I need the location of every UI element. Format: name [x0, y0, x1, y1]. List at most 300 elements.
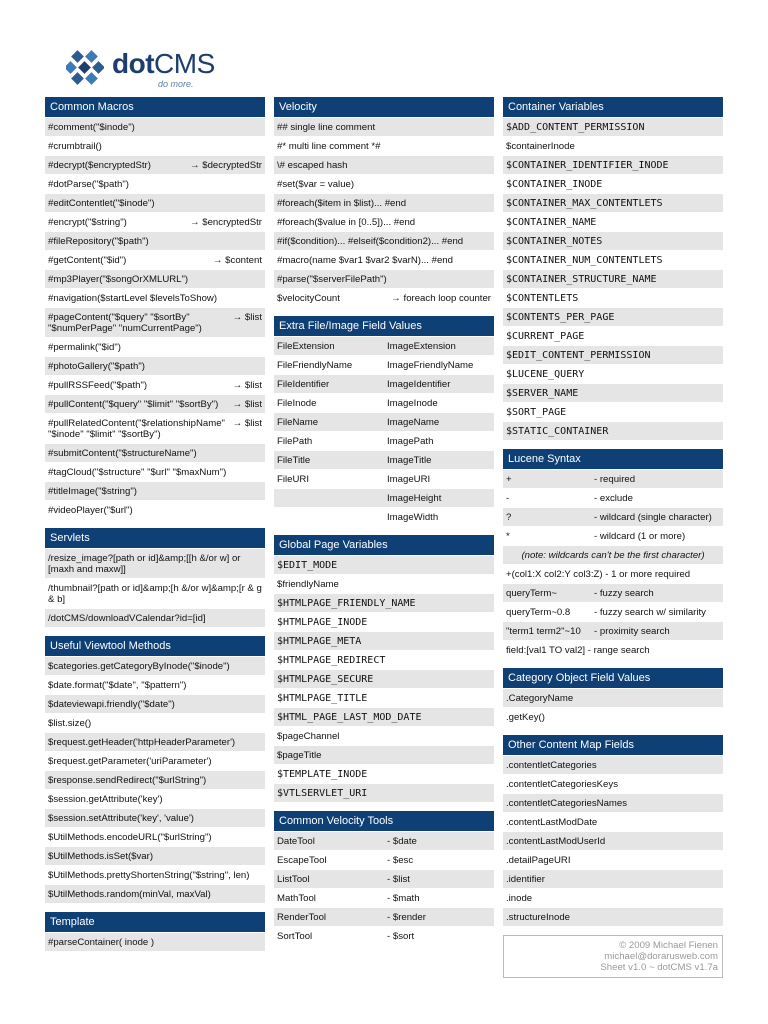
list-item	[503, 889, 723, 908]
item-key: FilePath	[277, 436, 313, 447]
footer-line2: michael@dorarusweb.com	[604, 951, 718, 962]
item-text: #set($var = value)	[277, 179, 355, 190]
list-item	[45, 885, 265, 904]
item-value: ImageInode	[387, 398, 438, 409]
item-text: #navigation($startLevel $levelsToShow)	[48, 293, 218, 304]
list-item	[503, 270, 723, 289]
list-item	[503, 346, 723, 365]
list-item	[45, 714, 265, 733]
item-text: $EDIT_MODE	[277, 560, 338, 571]
list-item	[45, 137, 265, 156]
section-header: Template	[45, 912, 265, 932]
list-item	[503, 813, 723, 832]
section-container-variables	[503, 97, 723, 441]
list-item	[503, 470, 723, 489]
item-return: → $content	[212, 255, 262, 266]
item-text: #titleImage("$string")	[48, 486, 137, 497]
section-header: Useful Viewtool Methods	[45, 636, 265, 656]
section-other-content-map-fields	[503, 735, 723, 927]
item-key: DateTool	[277, 836, 315, 847]
list-item	[274, 137, 494, 156]
list-item	[274, 765, 494, 784]
item-text: $EDIT_CONTENT_PERMISSION	[506, 350, 651, 361]
list-item	[45, 828, 265, 847]
item-value: - range search	[587, 645, 650, 656]
section-global-page-variables	[274, 535, 494, 803]
list-item	[503, 708, 723, 727]
item-text: .detailPageURI	[506, 855, 571, 866]
item-text: $request.getParameter('uriParameter')	[48, 756, 212, 767]
item-value: - $esc	[387, 855, 414, 866]
list-item	[274, 356, 494, 375]
item-text: #tagCloud("$structure" "$url" "$maxNum")	[48, 467, 227, 478]
item-text: $UtilMethods.isSet($var)	[48, 851, 154, 862]
list-item	[503, 756, 723, 775]
item-key: FileTitle	[277, 455, 311, 466]
section-common-velocity-tools	[274, 811, 494, 946]
list-item	[274, 727, 494, 746]
item-text: $CONTAINER_MAX_CONTENTLETS	[506, 198, 663, 209]
item-value: - $math	[387, 893, 420, 904]
list-item	[45, 194, 265, 213]
item-text: $pageTitle	[277, 750, 322, 761]
item-key: field:[val1 TO val2]	[506, 645, 586, 656]
list-item	[45, 270, 265, 289]
item-text: $HTMLPAGE_INODE	[277, 617, 368, 628]
item-return: → $decryptedStr	[190, 160, 262, 171]
item-text: ## single line comment	[277, 122, 376, 133]
item-text: $UtilMethods.prettyShortenString("$string", len)	[48, 870, 250, 881]
item-text: #permalink("$id")	[48, 342, 121, 353]
item-text: #pullRSSFeed("$path")	[48, 380, 148, 391]
section-body	[503, 118, 723, 441]
list-item	[45, 933, 265, 952]
item-text: $HTMLPAGE_SECURE	[277, 674, 374, 685]
item-text: .contentletCategoriesNames	[506, 798, 628, 809]
item-text: /resize_image?[path or id]&amp;[[h &/or w] or [maxh and maxw]]	[48, 553, 241, 575]
list-item	[274, 651, 494, 670]
item-key: EscapeTool	[277, 855, 327, 866]
section-body	[45, 657, 265, 904]
item-key: ?	[506, 512, 512, 523]
list-item	[45, 482, 265, 501]
item-text: /thumbnail?[path or id]&amp;[h &/or w]&amp;[r & g & b]	[48, 583, 262, 605]
item-text: #getContent("$id")	[48, 255, 127, 266]
item-text: #editContentlet("$inode")	[48, 198, 155, 209]
item-key: +	[506, 474, 512, 485]
section-category-object-field-values	[503, 668, 723, 727]
item-text: /dotCMS/downloadVCalendar?id=[id]	[48, 613, 206, 624]
item-text: #parseContainer( inode )	[48, 937, 155, 948]
item-text: #foreach($item in $list)... #end	[277, 198, 407, 209]
list-item	[274, 784, 494, 803]
list-item	[45, 657, 265, 676]
list-item	[503, 546, 723, 565]
item-text: $VTLSERVLET_URI	[277, 788, 368, 799]
list-item	[45, 549, 265, 579]
footer-line1: © 2009 Michael Fienen	[619, 940, 718, 951]
list-item	[45, 790, 265, 809]
item-text: $ADD_CONTENT_PERMISSION	[506, 122, 645, 133]
item-value: ImageName	[387, 417, 440, 428]
list-item	[503, 251, 723, 270]
list-item	[503, 403, 723, 422]
section-body	[503, 756, 723, 927]
item-text: .identifier	[506, 874, 545, 885]
list-item	[274, 575, 494, 594]
item-text: $session.setAttribute('key', 'value')	[48, 813, 194, 824]
list-item	[45, 501, 265, 520]
item-text: $CONTAINER_NOTES	[506, 236, 603, 247]
section-header: Other Content Map Fields	[503, 735, 723, 755]
item-value: - proximity search	[594, 626, 670, 637]
list-item	[274, 251, 494, 270]
item-key: FileURI	[277, 474, 309, 485]
item-value: - $list	[387, 874, 410, 885]
column-middle	[274, 97, 494, 954]
item-text: $CONTAINER_INODE	[506, 179, 603, 190]
list-item	[503, 508, 723, 527]
item-note: (note: wildcards can't be the first character)	[521, 550, 705, 561]
list-item	[274, 851, 494, 870]
list-item	[274, 489, 494, 508]
section-header: Velocity	[274, 97, 494, 117]
list-item	[274, 908, 494, 927]
item-text: .CategoryName	[506, 693, 574, 704]
list-item	[45, 414, 265, 444]
section-body	[274, 118, 494, 308]
item-text: $CONTAINER_IDENTIFIER_INODE	[506, 160, 669, 171]
section-header: Common Velocity Tools	[274, 811, 494, 831]
list-item	[274, 594, 494, 613]
dotcms-logo	[66, 47, 215, 93]
list-item	[45, 357, 265, 376]
logo-wordmark: dotCMS	[112, 48, 215, 79]
item-return: → $encryptedStr	[190, 217, 262, 228]
item-text: $CURRENT_PAGE	[506, 331, 585, 342]
item-text: #videoPlayer("$url")	[48, 505, 133, 516]
list-item	[503, 156, 723, 175]
section-useful-viewtool-methods	[45, 636, 265, 904]
list-item	[274, 670, 494, 689]
item-key: ListTool	[277, 874, 310, 885]
list-item	[274, 337, 494, 356]
section-header: Global Page Variables	[274, 535, 494, 555]
list-item	[45, 289, 265, 308]
list-item	[45, 609, 265, 628]
item-text: $HTMLPAGE_REDIRECT	[277, 655, 386, 666]
list-item	[503, 327, 723, 346]
dotcms-logo-icon	[66, 49, 104, 87]
item-value: - fuzzy search	[594, 588, 654, 599]
item-text: $session.getAttribute('key')	[48, 794, 163, 805]
list-item	[503, 689, 723, 708]
list-item	[45, 395, 265, 414]
item-text: $CONTENTLETS	[506, 293, 579, 304]
item-key: queryTerm~0.8	[506, 607, 571, 618]
item-key: FileInode	[277, 398, 317, 409]
item-value: - $date	[387, 836, 417, 847]
list-item	[45, 175, 265, 194]
list-item	[274, 156, 494, 175]
list-item	[45, 676, 265, 695]
section-lucene-syntax	[503, 449, 723, 660]
item-text: $response.sendRedirect("$urlString")	[48, 775, 207, 786]
logo-tagline: do more.	[158, 79, 194, 89]
section-body	[274, 556, 494, 803]
list-item	[503, 641, 723, 660]
item-text: $STATIC_CONTAINER	[506, 426, 609, 437]
item-text: #crumbtrail()	[48, 141, 102, 152]
section-body	[503, 689, 723, 727]
list-item	[503, 851, 723, 870]
list-item	[503, 527, 723, 546]
column-right	[503, 97, 723, 978]
item-value: ImageURI	[387, 474, 431, 485]
section-body	[274, 832, 494, 946]
item-text: .contentletCategoriesKeys	[506, 779, 618, 790]
section-body	[274, 337, 494, 527]
item-value: - wildcard (1 or more)	[594, 531, 686, 542]
section-extra-file-image-field-values	[274, 316, 494, 527]
item-text: .contentLastModUserId	[506, 836, 606, 847]
list-item	[45, 847, 265, 866]
footer-line3: Sheet v1.0 ~ dotCMS v1.7a	[600, 962, 718, 973]
list-item	[45, 771, 265, 790]
item-text: $HTMLPAGE_TITLE	[277, 693, 368, 704]
item-value: - $sort	[387, 931, 415, 942]
item-text: $LUCENE_QUERY	[506, 369, 585, 380]
list-item	[274, 232, 494, 251]
list-item	[503, 213, 723, 232]
list-item	[45, 118, 265, 137]
list-item	[45, 376, 265, 395]
item-value: ImageExtension	[387, 341, 456, 352]
item-text: $categories.getCategoryByInode("$inode")	[48, 661, 230, 672]
item-text: $velocityCount	[277, 293, 340, 304]
item-text: $containerInode	[506, 141, 575, 152]
item-text: #mp3Player("$songOrXMLURL")	[48, 274, 189, 285]
item-text: #if($condition)... #elseif($condition2)... #end	[277, 236, 464, 247]
list-item	[45, 338, 265, 357]
item-value: - fuzzy search w/ similarity	[594, 607, 706, 618]
list-item	[45, 308, 265, 338]
item-text: #* multi line comment *#	[277, 141, 381, 152]
list-item	[45, 695, 265, 714]
list-item	[503, 289, 723, 308]
item-value: - exclude	[594, 493, 633, 504]
list-item	[274, 508, 494, 527]
item-value: ImageFriendlyName	[387, 360, 474, 371]
item-key: -	[506, 493, 510, 504]
item-text: .contentLastModDate	[506, 817, 598, 828]
item-key: "term1 term2"~10	[506, 626, 581, 637]
list-item	[45, 232, 265, 251]
item-text: $friendlyName	[277, 579, 339, 590]
list-item	[274, 432, 494, 451]
item-return: → $list	[232, 399, 262, 410]
list-item	[274, 832, 494, 851]
item-value: - required	[594, 474, 636, 485]
item-value: - $render	[387, 912, 426, 923]
list-item	[45, 733, 265, 752]
item-text: #macro(name $var1 $var2 $varN)... #end	[277, 255, 453, 266]
list-item	[503, 832, 723, 851]
item-text: #submitContent("$structureName")	[48, 448, 197, 459]
footer-credits	[503, 935, 723, 978]
item-text: $HTMLPAGE_FRIENDLY_NAME	[277, 598, 416, 609]
item-text: #pullContent("$query" "$limit" "$sortBy")	[48, 399, 219, 410]
list-item	[45, 156, 265, 175]
list-item	[274, 632, 494, 651]
item-text: $SERVER_NAME	[506, 388, 579, 399]
item-value: ImagePath	[387, 436, 434, 447]
list-item	[503, 194, 723, 213]
list-item	[274, 708, 494, 727]
list-item	[503, 908, 723, 927]
item-text: .inode	[506, 893, 533, 904]
item-key: MathTool	[277, 893, 316, 904]
list-item	[503, 794, 723, 813]
item-key: RenderTool	[277, 912, 327, 923]
list-item	[503, 118, 723, 137]
item-key: +(col1:X col2:Y col3:Z)	[506, 569, 603, 580]
item-value: ImageHeight	[387, 493, 442, 504]
column-left	[45, 97, 265, 960]
section-template	[45, 912, 265, 952]
item-text: .contentletCategories	[506, 760, 597, 771]
list-item	[45, 752, 265, 771]
list-item	[274, 470, 494, 489]
item-text: $UtilMethods.random(minVal, maxVal)	[48, 889, 211, 900]
item-value: - wildcard (single character)	[594, 512, 712, 523]
list-item	[45, 213, 265, 232]
list-item	[45, 463, 265, 482]
list-item	[503, 232, 723, 251]
item-key: queryTerm~	[506, 588, 557, 599]
item-text: $UtilMethods.encodeURL("$urlString")	[48, 832, 212, 843]
item-value: ImageIdentifier	[387, 379, 451, 390]
item-text: #comment("$inode")	[48, 122, 135, 133]
list-item	[274, 613, 494, 632]
item-value: ImageWidth	[387, 512, 439, 523]
list-item	[503, 137, 723, 156]
section-header: Container Variables	[503, 97, 723, 117]
item-text: $date.format("$date", "$pattern")	[48, 680, 187, 691]
item-text: #pullRelatedContent("$relationshipName" "$inode" "$limit" "$sortBy")	[48, 418, 225, 440]
item-return: → $list	[232, 312, 262, 323]
item-text: $request.getHeader('httpHeaderParameter')	[48, 737, 236, 748]
item-text: #decrypt($encryptedStr)	[48, 160, 151, 171]
item-text: $CONTENTS_PER_PAGE	[506, 312, 615, 323]
section-header: Common Macros	[45, 97, 265, 117]
section-header: Extra File/Image Field Values	[274, 316, 494, 336]
list-item	[503, 365, 723, 384]
list-item	[45, 579, 265, 609]
item-text: #pageContent("$query" "$sortBy" "$numPerPage" "numCurrentPage")	[48, 312, 202, 334]
item-key: FileIdentifier	[277, 379, 330, 390]
item-text: #photoGallery("$path")	[48, 361, 145, 372]
item-text: #dotParse("$path")	[48, 179, 129, 190]
section-common-macros	[45, 97, 265, 520]
list-item	[274, 394, 494, 413]
section-servlets	[45, 528, 265, 628]
item-text: $CONTAINER_STRUCTURE_NAME	[506, 274, 657, 285]
list-item	[503, 489, 723, 508]
list-item	[503, 308, 723, 327]
section-body	[503, 470, 723, 660]
list-item	[45, 809, 265, 828]
list-item	[45, 251, 265, 270]
item-value: ImageTitle	[387, 455, 432, 466]
item-return: → $list	[232, 418, 262, 429]
item-key: *	[506, 531, 510, 542]
list-item	[274, 451, 494, 470]
list-item	[503, 603, 723, 622]
item-text: $list.size()	[48, 718, 92, 729]
list-item	[274, 194, 494, 213]
section-body	[45, 549, 265, 628]
item-text: #parse("$serverFilePath")	[277, 274, 387, 285]
list-item	[274, 289, 494, 308]
item-text: #fileRepository("$path")	[48, 236, 149, 247]
item-text: $CONTAINER_NUM_CONTENTLETS	[506, 255, 663, 266]
list-item	[274, 927, 494, 946]
list-item	[274, 375, 494, 394]
list-item	[503, 422, 723, 441]
list-item	[503, 584, 723, 603]
list-item	[503, 775, 723, 794]
list-item	[274, 270, 494, 289]
list-item	[274, 413, 494, 432]
item-text: .getKey()	[506, 712, 545, 723]
item-text: $HTMLPAGE_META	[277, 636, 362, 647]
item-key: FileExtension	[277, 341, 335, 352]
section-velocity	[274, 97, 494, 308]
item-return: → $list	[232, 380, 262, 391]
item-text: $dateviewapi.friendly("$date")	[48, 699, 175, 710]
list-item	[45, 444, 265, 463]
item-text: $HTML_PAGE_LAST_MOD_DATE	[277, 712, 422, 723]
item-key: FileName	[277, 417, 319, 428]
item-text: $TEMPLATE_INODE	[277, 769, 368, 780]
list-item	[503, 870, 723, 889]
list-item	[274, 746, 494, 765]
item-value: - 1 or more required	[605, 569, 691, 580]
list-item	[274, 556, 494, 575]
list-item	[274, 870, 494, 889]
list-item	[274, 689, 494, 708]
item-text: $SORT_PAGE	[506, 407, 567, 418]
section-body	[45, 118, 265, 520]
item-text: \# escaped hash	[277, 160, 348, 171]
section-header: Servlets	[45, 528, 265, 548]
item-key: SortTool	[277, 931, 313, 942]
section-header: Lucene Syntax	[503, 449, 723, 469]
item-key: FileFriendlyName	[277, 360, 353, 371]
list-item	[274, 175, 494, 194]
list-item	[45, 866, 265, 885]
item-text: #foreach($value in [0..5])... #end	[277, 217, 416, 228]
item-text: #encrypt("$string")	[48, 217, 127, 228]
list-item	[503, 565, 723, 584]
section-header: Category Object Field Values	[503, 668, 723, 688]
item-text: $pageChannel	[277, 731, 340, 742]
list-item	[274, 118, 494, 137]
section-body	[45, 933, 265, 952]
list-item	[503, 175, 723, 194]
item-return: → foreach loop counter	[391, 293, 491, 304]
